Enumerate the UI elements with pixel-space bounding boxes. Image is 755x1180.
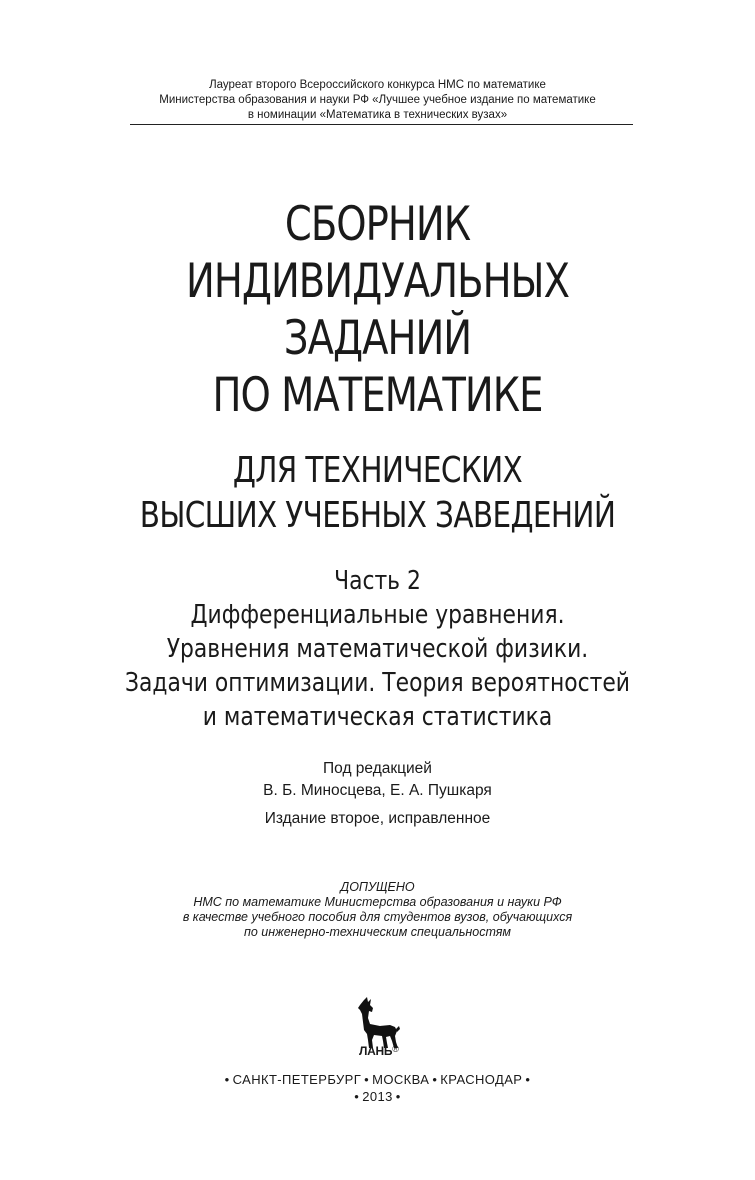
subtitle-line: ВЫСШИХ УЧЕБНЫХ ЗАВЕДЕНИЙ	[139, 495, 616, 536]
laureate-line: Министерства образования и науки РФ «Лучшее учебное издание по математике	[159, 94, 596, 106]
title-line: ЗАДАНИЙ	[283, 311, 472, 366]
approval-line: ДОПУЩЕНО	[340, 880, 415, 894]
year-text: 2013	[362, 1089, 393, 1104]
editors-block	[0, 758, 755, 802]
separator-dot: •	[395, 1089, 401, 1104]
publisher-logo-text: ЛАНЬ	[359, 1044, 393, 1058]
header-divider	[130, 124, 633, 125]
book-subtitle	[68, 448, 687, 538]
separator-dot: •	[432, 1072, 438, 1087]
edition-text: Издание второе, исправленное	[264, 810, 491, 827]
laureate-note	[0, 78, 755, 123]
title-line: СБОРНИК	[284, 197, 471, 252]
edition-note	[0, 808, 755, 830]
approval-line: в качестве учебного пособия для студентов вузов, обучающихся	[182, 910, 573, 924]
separator-dot: •	[224, 1072, 230, 1087]
approval-line: НМС по математике Министерства образования и науки РФ	[193, 895, 562, 909]
separator-dot: •	[354, 1089, 360, 1104]
laureate-line: Лауреат второго Всероссийского конкурса НМС по математике	[209, 79, 546, 91]
city: САНКТ-ПЕТЕРБУРГ	[232, 1072, 362, 1087]
publication-year	[0, 1088, 755, 1105]
publisher-cities	[0, 1071, 755, 1088]
laureate-line: в номинации «Математика в технических вузах»	[247, 109, 508, 121]
part-block	[60, 564, 694, 734]
title-line: ПО МАТЕМАТИКЕ	[212, 368, 543, 423]
subtitle-line: ДЛЯ ТЕХНИЧЕСКИХ	[232, 450, 523, 491]
publisher-name	[359, 1044, 399, 1058]
part-topic: Уравнения математической физики.	[166, 634, 589, 664]
part-topic: Дифференциальные уравнения.	[190, 600, 565, 630]
separator-dot: •	[525, 1072, 531, 1087]
part-topic: Задачи оптимизации. Теория вероятностей	[125, 668, 630, 698]
part-topic: и математическая статистика	[202, 702, 553, 732]
editors-label: Под редакцией	[323, 760, 432, 777]
city: КРАСНОДАР	[440, 1072, 523, 1087]
book-title	[68, 196, 687, 424]
separator-dot: •	[364, 1072, 370, 1087]
editors-names: В. Б. Миносцева, Е. А. Пушкаря	[263, 782, 492, 799]
publisher-logo	[350, 996, 408, 1060]
approval-line: по инженерно-техническим специальностям	[244, 925, 511, 939]
part-number: Часть 2	[334, 566, 421, 596]
approval-note	[0, 880, 755, 940]
title-line: ИНДИВИДУАЛЬНЫХ	[185, 254, 570, 309]
registered-mark: ®	[392, 1044, 399, 1054]
city: МОСКВА	[372, 1072, 430, 1087]
